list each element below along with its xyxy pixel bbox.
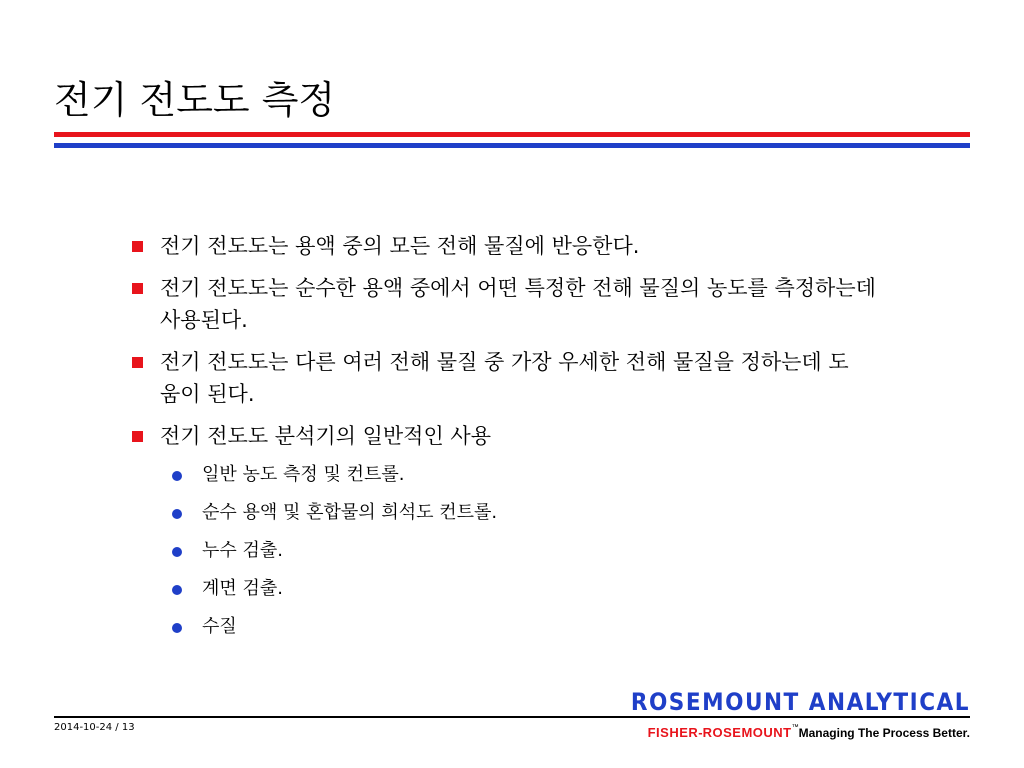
blue-dot-icon [172,585,182,595]
sub-bullet-item [132,538,932,564]
bullet-item [132,272,895,336]
footer-divider [54,716,970,718]
footer-date-page: 2014-10-24 / 13 [54,722,135,733]
bullet-item [132,420,932,452]
red-square-icon [132,431,143,442]
red-square-icon [132,283,143,294]
trademark-symbol: ™ [791,724,799,731]
sub-bullet-text: 수질 [202,616,237,637]
sub-bullet-list [132,462,932,640]
brand-logo-rosemount-analytical: ROSEMOUNT ANALYTICAL [630,688,970,716]
blue-dot-icon [172,547,182,557]
sub-bullet-item [132,462,932,488]
bullet-item [132,346,860,410]
sub-bullet-text: 일반 농도 측정 및 컨트롤. [202,464,405,485]
sub-bullet-text: 누수 검출. [202,540,283,561]
blue-dot-icon [172,623,182,633]
sub-bullet-item [132,576,932,602]
sub-bullet-text: 순수 용액 및 혼합물의 희석도 컨트롤. [202,502,498,523]
slide-content [132,230,932,652]
brand-rosemount: ROSEMOUNT [702,725,792,740]
red-square-icon [132,357,143,368]
title-divider-red [54,132,970,137]
brand-tagline: Managing The Process Better. [798,726,970,740]
bullet-text: 전기 전도도는 다른 여러 전해 물질 중 가장 우세한 전해 물질을 정하는데 도움이 된다. [160,350,849,406]
brand-logo-fisher-rosemount [648,724,970,742]
bullet-text: 전기 전도도는 용액 중의 모든 전해 물질에 반응한다. [160,234,640,258]
bullet-text: 전기 전도도는 순수한 용액 중에서 어떤 특정한 전해 물질의 농도를 측정하는데 사용된다. [160,276,876,332]
brand-fisher: FISHER [647,725,699,740]
blue-dot-icon [172,471,182,481]
sub-bullet-text: 계면 검출. [202,578,283,599]
red-square-icon [132,241,143,252]
blue-dot-icon [172,509,182,519]
slide-title: 전기 전도도 측정 [54,78,336,122]
sub-bullet-item [132,614,932,640]
brand-dash: - [698,725,703,740]
sub-bullet-item [132,500,932,526]
title-divider-blue [54,143,970,148]
bullet-item [132,230,932,262]
bullet-text: 전기 전도도 분석기의 일반적인 사용 [160,424,491,448]
